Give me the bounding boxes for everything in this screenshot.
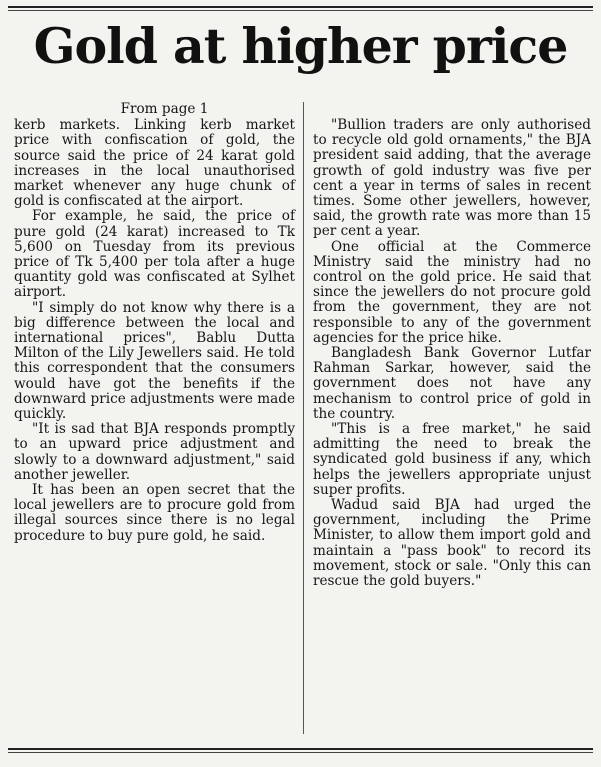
column-left	[14, 102, 295, 544]
bottom-rule	[8, 748, 593, 750]
paragraph: "Bullion traders are only authorised to recycle old gold ornaments," the BJA president said adding, that the average growth of gold industry was five per cent a year in terms of sales in recent times. Some other jewellers, however, said, the growth rate was more than 15 per cent a year.	[313, 117, 591, 240]
column-right	[313, 118, 591, 589]
paragraph: Bangladesh Bank Governor Lutfar Rahman Sarkar, however, said the government does not have any mechanism to control price of gold in the country.	[313, 345, 591, 422]
headline: Gold at higher price	[33, 17, 568, 75]
paragraph: "I simply do not know why there is a big difference between the local and international prices", Bablu Dutta Milton of the Lily Jewellers said. He told this correspondent that the consumers would have got the benefits if the downward price adjustments were made quickly.	[14, 299, 296, 423]
paragraph: "This is a free market," he said admitting the need to break the syndicated gold business if any, which helps the jewellers appropriate unjust super profits.	[313, 421, 591, 498]
jump-line: From page 1	[120, 101, 209, 117]
column-divider	[303, 102, 304, 734]
paragraph: "It is sad that BJA responds promptly to an upward price adjustment and slowly to a downward adjustment," said another jeweller.	[14, 421, 295, 483]
top-rule	[8, 6, 593, 8]
bottom-rule-thin	[8, 752, 593, 753]
paragraph: For example, he said, the price of pure gold (24 karat) increased to Tk 5,600 on Tuesday from its previous price of Tk 5,400 per tola after a huge quantity gold was confiscated at Sylhet airport.	[14, 208, 295, 301]
top-rule-thin	[8, 10, 593, 11]
paragraph: kerb markets. Linking kerb market price with confiscation of gold, the source said the price of 24 karat gold increases in the local unauthorised market whenever any huge chunk of gold is confiscated at the airport.	[14, 117, 295, 210]
paragraph: Wadud said BJA had urged the government, including the Prime Minister, to allow them import gold and maintain a "pass book" to record its movement, stock or sale. "Only this can rescue the gold buyers."	[313, 497, 591, 590]
paragraph: It has been an open secret that the local jewellers are to procure gold from illegal sources since there is no legal procedure to buy pure gold, he said.	[14, 482, 295, 544]
paragraph: One official at the Commerce Ministry said the ministry had no control on the gold price. He said that since the jewellers do not procure gold from the government, they are not responsible to any of the government agencies for the price hike.	[313, 238, 591, 346]
